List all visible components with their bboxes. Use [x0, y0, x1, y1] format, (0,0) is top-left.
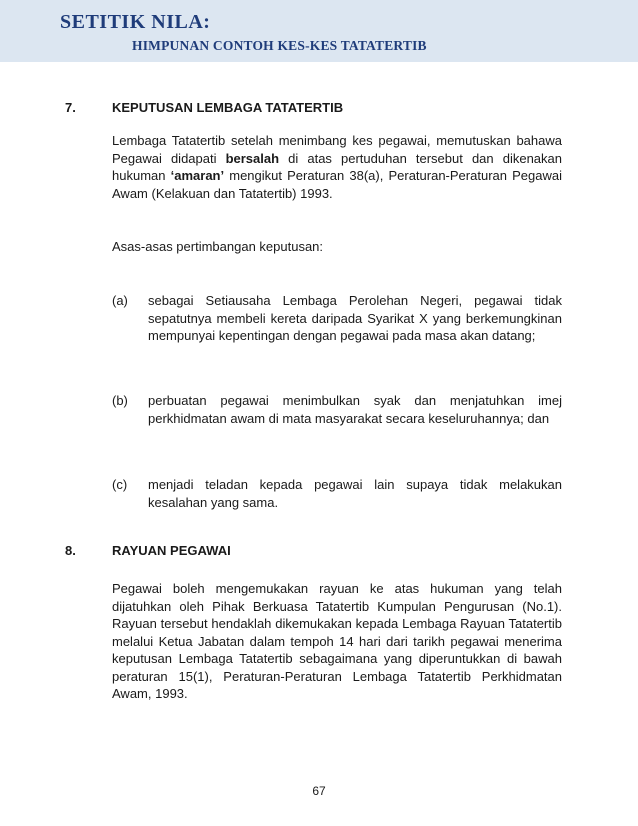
item-b-label: (b) [112, 393, 128, 408]
para-text-2: di atas pertuduhan tersebut dan dikenakan hukuman [112, 150, 562, 183]
item-b-text: perbuatan pegawai menimbulkan syak dan menjatuhkan imej perkhidmatan awam di mata masyarakat secara keseluruhannya; dan [148, 393, 562, 426]
document-subtitle: HIMPUNAN CONTOH KES-KES TATATERTIB [132, 38, 427, 53]
item-c-label: (c) [112, 477, 128, 492]
para-text-1: Lembaga Tatatertib setelah menimbang kes pegawai, memutuskan bahawa Pegawai didapati [112, 133, 562, 166]
section-7-considerations-intro: Asas-asas pertimbangan keputusan: [112, 239, 324, 254]
item-c-text: menjadi teladan kepada pegawai lain supaya tidak melakukan kesalahan yang sama. [148, 477, 562, 510]
header-band [0, 0, 638, 62]
section-8-heading: RAYUAN PEGAWAI [112, 543, 231, 558]
section-7-heading: KEPUTUSAN LEMBAGA TATATERTIB [112, 100, 344, 115]
section-8-number: 8. [65, 543, 76, 558]
section-8-paragraph: Pegawai boleh mengemukakan rayuan ke atas hukuman yang telah dijatuhkan oleh Pihak Berkuasa Tatatertib Kumpulan Pengurusan (No.1). Rayuan tersebut hendaklah dikemukakan kepada Lembaga Rayuan Tatatertib melalui Ketua Jabatan dalam tempoh 14 hari dari tarikh pegawai menerima keputusan Lembaga Tatatertib sebagaimana yang diperuntukkan di bawah peraturan 15(1), Peraturan-Peraturan Lembaga Tatatertib Perkhidmatan Awam, 1993. [112, 581, 562, 701]
page-number: 67 [312, 784, 326, 798]
item-a-text: sebagai Setiausaha Lembaga Perolehan Negeri, pegawai tidak sepatutnya membeli kereta daripada Syarikat X yang berkemungkinan mempunyai kepentingan dengan pegawai pada masa akan datang; [148, 293, 562, 343]
section-7-paragraph [112, 132, 562, 202]
section-7-number: 7. [65, 100, 76, 115]
item-a-label: (a) [112, 293, 128, 308]
document-title: SETITIK NILA: [60, 11, 211, 33]
para-text-3: mengikut Peraturan 38(a), Peraturan-Peraturan Pegawai Awam (Kelakuan dan Tatatertib) 1993. [112, 168, 562, 201]
para-bold-bersalah: bersalah [225, 150, 280, 166]
para-bold-amaran: ‘amaran’ [170, 168, 225, 183]
